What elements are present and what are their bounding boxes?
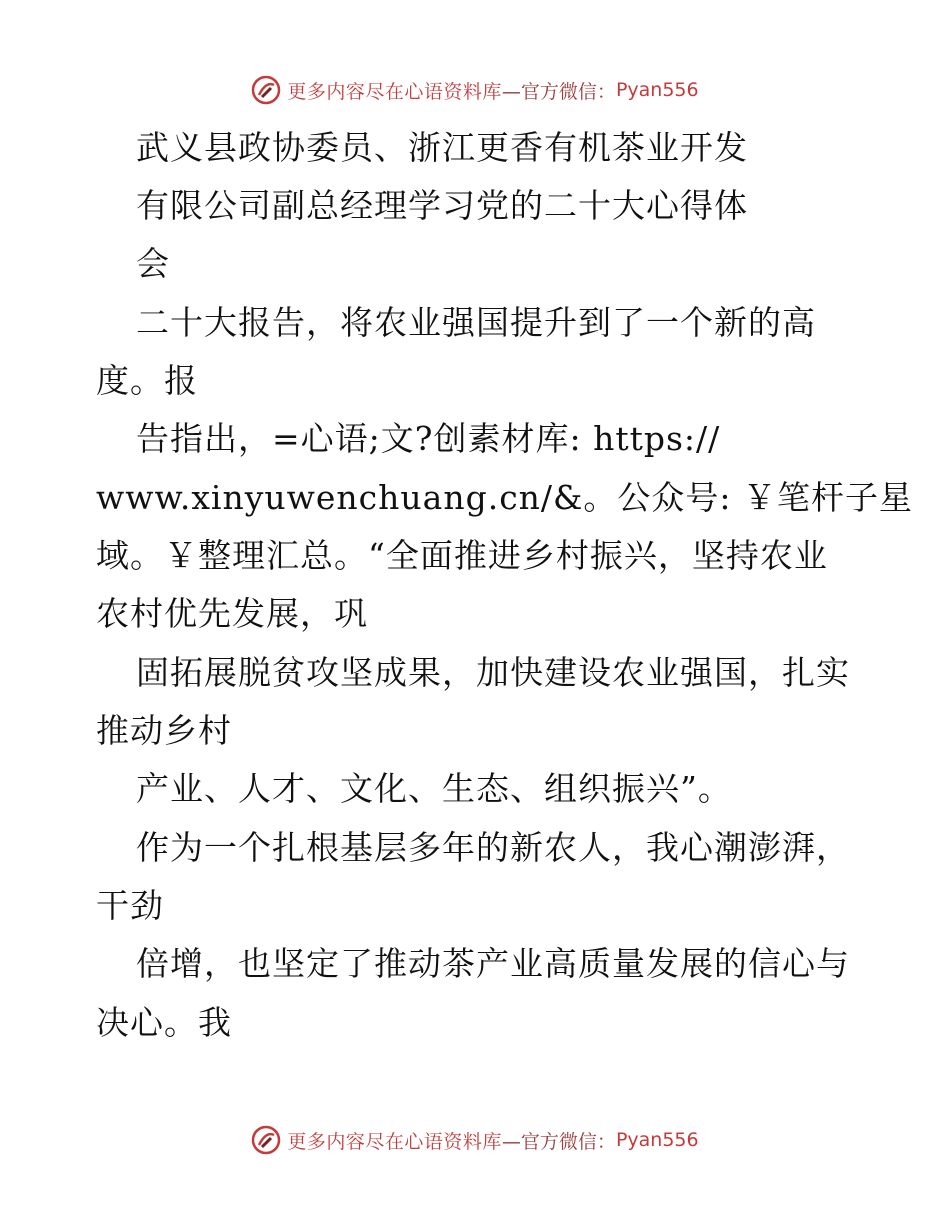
title-line-1: 武义县政协委员、浙江更香有机茶业开发 [136, 128, 748, 167]
header-banner [0, 68, 950, 112]
paragraph-line: 倍增，也坚定了推动茶产业高质量发展的信心与 [136, 944, 850, 983]
title-line-2: 有限公司副总经理学习党的二十大心得体 [136, 186, 748, 225]
banner-text: 更多内容尽在心语资料库 [287, 1130, 502, 1153]
paragraph-line: 推动乡村 [96, 711, 232, 750]
paragraph-line: 作为一个扎根基层多年的新农人，我心潮澎湃， [136, 828, 850, 867]
banner-official-label: —官方微信： [501, 1130, 616, 1153]
paragraph-line: 农村优先发展，巩 [96, 594, 368, 633]
banner-text: 更多内容尽在心语资料库 [287, 80, 502, 103]
paragraph-line: 二十大报告，将农业强国提升到了一个新的高 [136, 303, 816, 342]
brand-logo-icon [251, 75, 281, 105]
banner-wechat-id: Pyan556 [615, 79, 699, 101]
paragraph-line: 域。￥整理汇总。“全面推进乡村振兴，坚持农业 [96, 536, 828, 575]
banner-official-label: —官方微信： [501, 80, 616, 103]
paragraph-line: 告指出，=心语;文?创素材库: https:// [136, 419, 721, 458]
paragraph-line: www.xinyuwenchuang.cn/&。公众号: ￥笔杆子星 [96, 478, 914, 517]
paragraph-line: 决心。我 [96, 1003, 232, 1042]
paragraph-line: 产业、人才、文化、生态、组织振兴”。 [136, 769, 732, 808]
paragraph-line: 固拓展脱贫攻坚成果，加快建设农业强国，扎实 [136, 653, 850, 692]
paragraph-line: 干劲 [96, 886, 164, 925]
brand-logo-icon [251, 1125, 281, 1155]
banner-wechat-id: Pyan556 [615, 1129, 699, 1151]
paragraph-line: 度。报 [96, 361, 198, 400]
footer-banner [0, 1118, 950, 1162]
title-line-3: 会 [136, 244, 170, 283]
